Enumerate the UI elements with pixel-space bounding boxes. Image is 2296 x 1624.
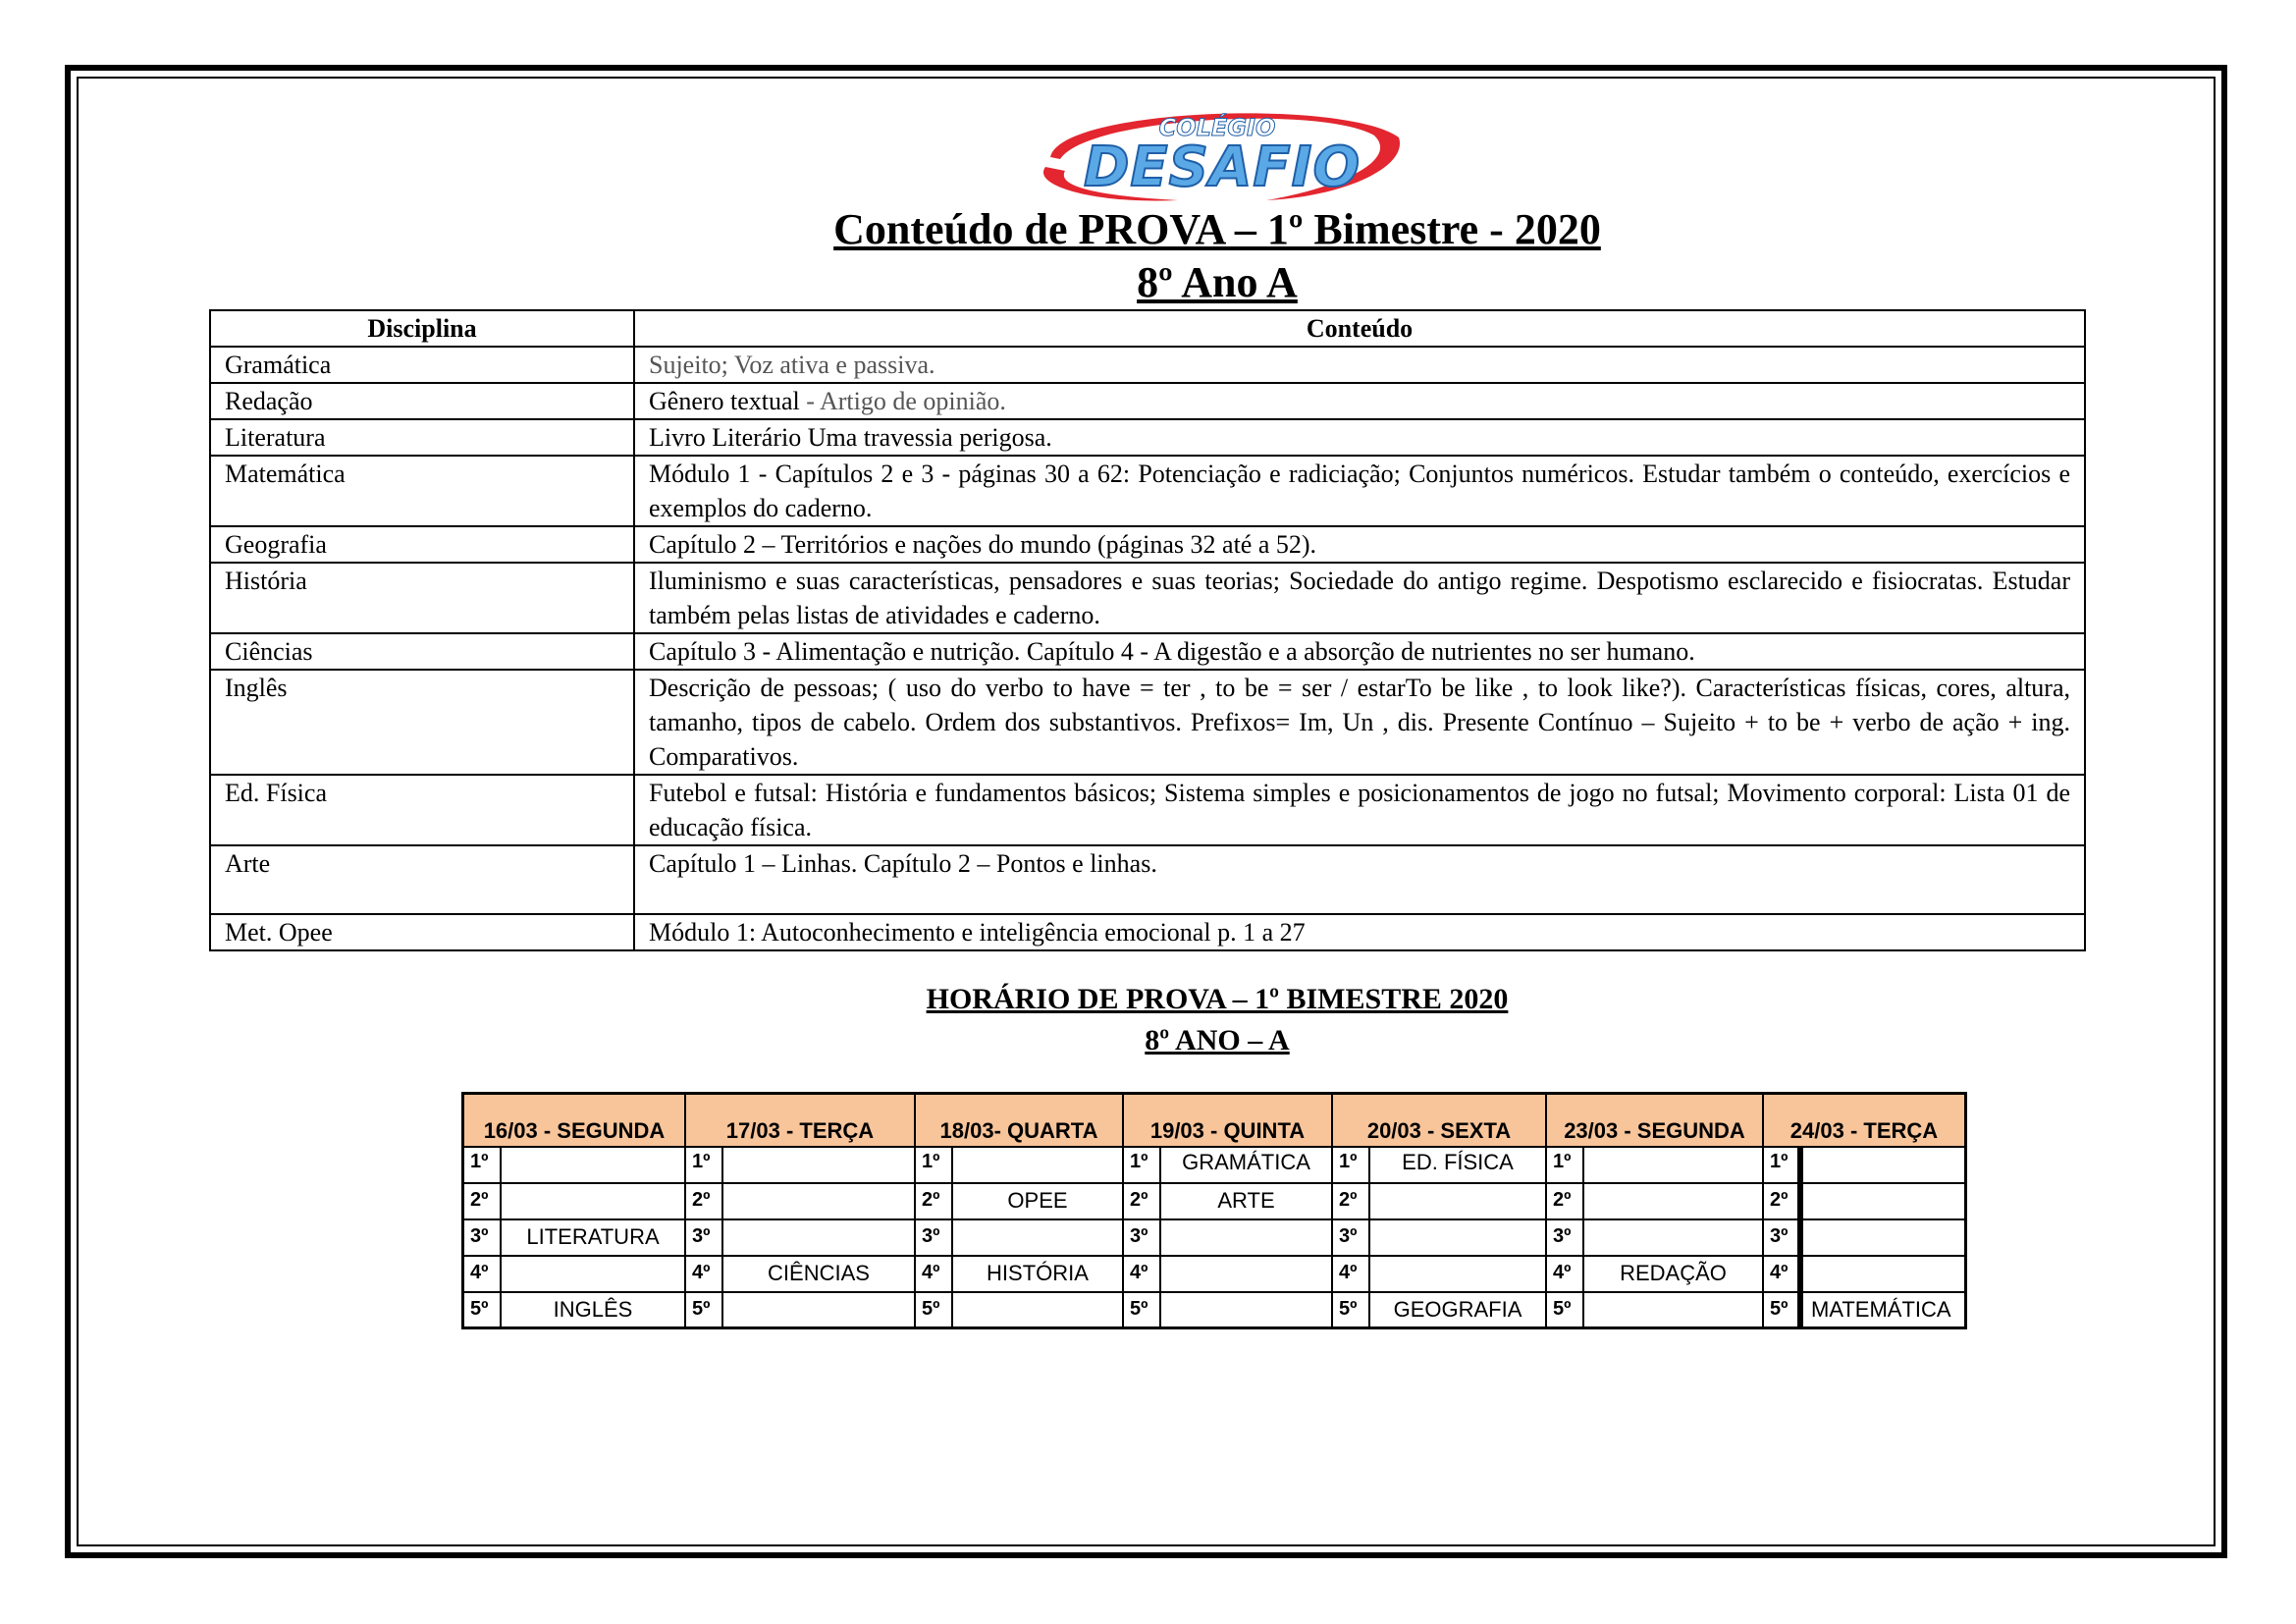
period-number: 5º [686, 1293, 723, 1327]
schedule-day-label: 17/03 - TERÇA [725, 1118, 875, 1143]
slot-subject [1584, 1146, 1762, 1182]
subject-cell: Inglês [210, 670, 634, 775]
schedule-slot [686, 1182, 914, 1218]
schedule-day-column [1764, 1095, 1964, 1326]
period-number: 2º [1333, 1184, 1370, 1218]
schedule-slot [1547, 1218, 1762, 1255]
slot-subject [1161, 1220, 1331, 1255]
period-number: 2º [1124, 1184, 1161, 1218]
period-number: 3º [686, 1220, 723, 1255]
slot-subject [1803, 1184, 1964, 1218]
period-number: 5º [464, 1293, 502, 1327]
period-number: 4º [464, 1257, 502, 1291]
slot-subject: OPEE [1007, 1188, 1068, 1213]
period-number: 3º [916, 1220, 953, 1255]
slot-subject: REDAÇÃO [1620, 1261, 1727, 1285]
schedule-day-column [1333, 1095, 1547, 1326]
schedule-slot [1124, 1255, 1331, 1291]
slot-subject: HISTÓRIA [987, 1261, 1089, 1285]
slot-subject [1370, 1257, 1545, 1291]
schedule-slot [1124, 1218, 1331, 1255]
content-cell: Livro Literário Uma travessia perigosa. [634, 419, 2085, 456]
slot-subject [723, 1293, 914, 1327]
schedule-slot [464, 1291, 684, 1327]
table-row [210, 633, 2085, 670]
slot-subject [1161, 1257, 1331, 1291]
schedule-day-column [464, 1095, 686, 1326]
content-part: Gênero textual [649, 387, 800, 415]
table-row [210, 563, 2085, 633]
schedule-slot [1547, 1146, 1762, 1182]
header-disciplina: Disciplina [210, 310, 634, 347]
table-row [210, 383, 2085, 419]
content-cell: Futebol e futsal: História e fundamentos básicos; Sistema simples e posicionamentos de jogo no futsal; Movimento corporal: Lista 01 de educação física. [634, 775, 2085, 845]
schedule-slot [1124, 1291, 1331, 1327]
period-number: 1º [1764, 1146, 1803, 1182]
schedule-slot [464, 1182, 684, 1218]
schedule-day-column [916, 1095, 1124, 1326]
schedule-slot [1764, 1146, 1964, 1182]
schedule-title: HORÁRIO DE PROVA – 1º BIMESTRE 2020 [926, 983, 1509, 1015]
content-cell: Descrição de pessoas; ( uso do verbo to have = ter , to be = ser / estarTo be like , to look like?). Características físicas, cores, altura, tamanho, tipos de cabelo. Ordem dos substantivos. Prefixos= Im, Un , dis. Presente Contínuo – Sujeito + to be + verbo de ação + ing. Comparativos. [634, 670, 2085, 775]
slot-subject [1584, 1293, 1762, 1327]
schedule-day-column [1124, 1095, 1333, 1326]
header-conteudo: Conteúdo [634, 310, 2085, 347]
exam-schedule-grid [461, 1092, 1967, 1329]
slot-subject: ED. FÍSICA [1402, 1150, 1514, 1174]
logo-name-text: DESAFIO [1083, 135, 1362, 199]
period-number: 4º [916, 1257, 953, 1291]
schedule-slot [1764, 1291, 1964, 1327]
schedule-day-label: 24/03 - TERÇA [1789, 1118, 1939, 1143]
schedule-slot [1547, 1182, 1762, 1218]
schedule-slot [916, 1218, 1122, 1255]
slot-subject: INGLÊS [553, 1297, 633, 1322]
content-part: - Artigo de opinião. [799, 387, 1006, 415]
subject-cell: Gramática [210, 347, 634, 383]
period-number: 2º [464, 1184, 502, 1218]
slot-subject: LITERATURA [526, 1224, 660, 1249]
content-cell: Capítulo 1 – Linhas. Capítulo 2 – Pontos e linhas. [634, 845, 2085, 914]
table-row [210, 845, 2085, 914]
schedule-subtitle: 8º ANO – A [1145, 1024, 1290, 1056]
period-number: 1º [464, 1146, 502, 1182]
schedule-day-label: 20/03 - SEXTA [1366, 1118, 1512, 1143]
schedule-slot [1764, 1182, 1964, 1218]
schedule-slot [1124, 1146, 1331, 1182]
slot-subject [1370, 1220, 1545, 1255]
schedule-slot [686, 1146, 914, 1182]
schedule-slot [1333, 1218, 1545, 1255]
table-row [210, 419, 2085, 456]
table-row [210, 347, 2085, 383]
schedule-slot [916, 1291, 1122, 1327]
subject-cell: Redação [210, 383, 634, 419]
table-row [210, 914, 2085, 950]
period-number: 5º [1124, 1293, 1161, 1327]
subject-cell: História [210, 563, 634, 633]
slot-subject [1803, 1146, 1964, 1182]
period-number: 3º [1764, 1220, 1803, 1255]
schedule-day-label: 23/03 - SEGUNDA [1564, 1118, 1745, 1143]
period-number: 1º [1333, 1146, 1370, 1182]
slot-subject [502, 1257, 684, 1291]
period-number: 3º [1333, 1220, 1370, 1255]
content-cell: Capítulo 2 – Territórios e nações do mundo (páginas 32 até a 52). [634, 526, 2085, 563]
table-row [210, 670, 2085, 775]
school-logo [1021, 98, 1414, 206]
slot-subject [1370, 1184, 1545, 1218]
slot-subject: CIÊNCIAS [768, 1261, 870, 1285]
slot-subject [502, 1146, 684, 1182]
period-number: 1º [1124, 1146, 1161, 1182]
schedule-day-column [1547, 1095, 1764, 1326]
schedule-slot [464, 1146, 684, 1182]
period-number: 2º [1764, 1184, 1803, 1218]
subject-cell: Arte [210, 845, 634, 914]
subject-cell: Matemática [210, 456, 634, 526]
page-title: Conteúdo de PROVA – 1º Bimestre - 2020 [833, 205, 1601, 253]
schedule-slot [1333, 1182, 1545, 1218]
table-header-row [210, 310, 2085, 347]
content-cell: Módulo 1 - Capítulos 2 e 3 - páginas 30 a 62: Potenciação e radiciação; Conjuntos numéricos. Estudar também o conteúdo, exercícios e exemplos do caderno. [634, 456, 2085, 526]
slot-subject [953, 1220, 1122, 1255]
schedule-slot [1333, 1146, 1545, 1182]
schedule-slot [916, 1146, 1122, 1182]
period-number: 2º [1547, 1184, 1584, 1218]
slot-subject [1803, 1220, 1964, 1255]
subject-cell: Ed. Física [210, 775, 634, 845]
content-table [209, 309, 2086, 951]
schedule-slot [1124, 1182, 1331, 1218]
schedule-day-label: 19/03 - QUINTA [1149, 1118, 1306, 1143]
slot-subject: MATEMÁTICA [1811, 1297, 1951, 1322]
subject-cell: Geografia [210, 526, 634, 563]
schedule-slot [686, 1291, 914, 1327]
subject-cell: Literatura [210, 419, 634, 456]
content-cell: Iluminismo e suas características, pensadores e suas teorias; Sociedade do antigo regime. Despotismo esclarecido e fisiocratas. Estudar também pelas listas de atividades e caderno. [634, 563, 2085, 633]
schedule-slot [916, 1182, 1122, 1218]
slot-subject [723, 1184, 914, 1218]
period-number: 2º [686, 1184, 723, 1218]
slot-subject [953, 1146, 1122, 1182]
slot-subject [1584, 1220, 1762, 1255]
period-number: 4º [1764, 1257, 1803, 1291]
schedule-slot [1764, 1218, 1964, 1255]
schedule-slot [464, 1255, 684, 1291]
period-number: 1º [1547, 1146, 1584, 1182]
content-cell: Sujeito; Voz ativa e passiva. [634, 347, 2085, 383]
period-number: 3º [1547, 1220, 1584, 1255]
slot-subject [502, 1184, 684, 1218]
schedule-slot [1333, 1291, 1545, 1327]
schedule-slot [686, 1218, 914, 1255]
page-subtitle: 8º Ano A [1137, 258, 1298, 306]
content-cell: Capítulo 3 - Alimentação e nutrição. Capítulo 4 - A digestão e a absorção de nutrientes no ser humano. [634, 633, 2085, 670]
schedule-slot [686, 1255, 914, 1291]
content-cell [634, 383, 2085, 419]
schedule-slot [1547, 1291, 1762, 1327]
schedule-slot [1547, 1255, 1762, 1291]
period-number: 1º [686, 1146, 723, 1182]
slot-subject: ARTE [1217, 1188, 1275, 1213]
period-number: 3º [464, 1220, 502, 1255]
period-number: 5º [1764, 1293, 1803, 1327]
table-row [210, 526, 2085, 563]
slot-subject: GRAMÁTICA [1182, 1150, 1310, 1174]
schedule-slot [1333, 1255, 1545, 1291]
period-number: 3º [1124, 1220, 1161, 1255]
slot-subject [723, 1146, 914, 1182]
slot-subject [1584, 1184, 1762, 1218]
period-number: 4º [1124, 1257, 1161, 1291]
schedule-day-label: 16/03 - SEGUNDA [483, 1118, 666, 1143]
schedule-slot [1764, 1255, 1964, 1291]
slot-subject [1161, 1293, 1331, 1327]
period-number: 4º [1547, 1257, 1584, 1291]
period-number: 5º [1547, 1293, 1584, 1327]
period-number: 4º [1333, 1257, 1370, 1291]
slot-subject [723, 1220, 914, 1255]
table-row [210, 456, 2085, 526]
slot-subject: GEOGRAFIA [1393, 1297, 1522, 1322]
subject-cell: Met. Opee [210, 914, 634, 950]
schedule-slot [916, 1255, 1122, 1291]
period-number: 4º [686, 1257, 723, 1291]
slot-subject [1803, 1257, 1964, 1291]
subject-cell: Ciências [210, 633, 634, 670]
period-number: 5º [916, 1293, 953, 1327]
schedule-day-column [686, 1095, 916, 1326]
period-number: 2º [916, 1184, 953, 1218]
content-cell: Módulo 1: Autoconhecimento e inteligência emocional p. 1 a 27 [634, 914, 2085, 950]
table-row [210, 775, 2085, 845]
period-number: 1º [916, 1146, 953, 1182]
schedule-slot [464, 1218, 684, 1255]
logo-school-text: COLÉGIO [1158, 114, 1276, 141]
schedule-day-label: 18/03- QUARTA [939, 1118, 1098, 1143]
period-number: 5º [1333, 1293, 1370, 1327]
slot-subject [953, 1293, 1122, 1327]
